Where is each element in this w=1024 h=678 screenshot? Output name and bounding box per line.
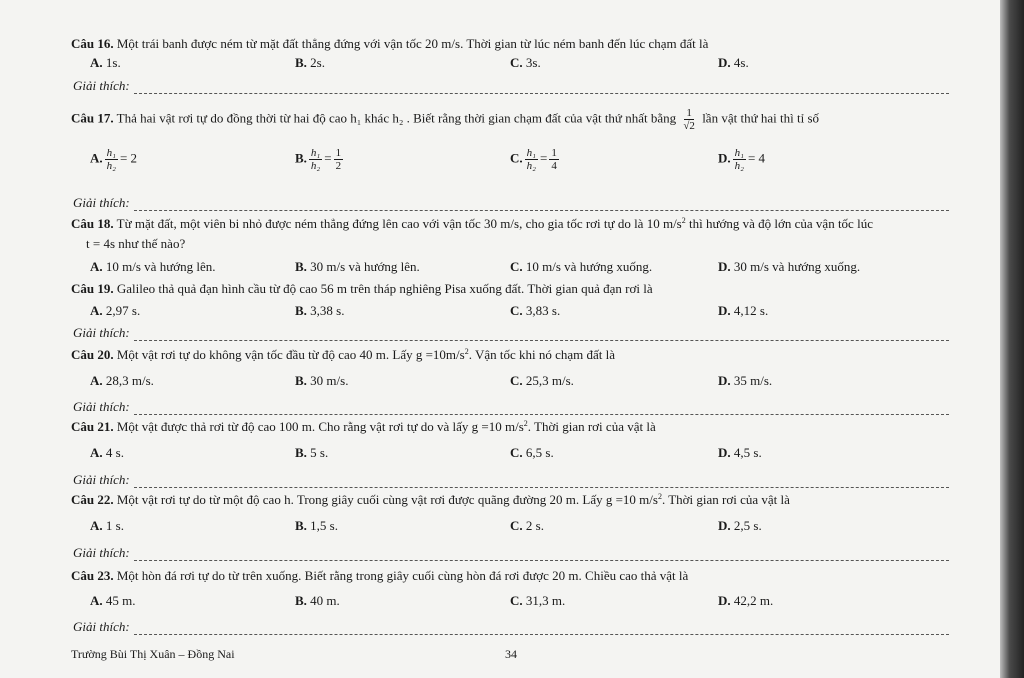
question-label: Câu 21. — [71, 419, 114, 434]
option-c[interactable]: C. 10 m/s và hướng xuống. — [510, 259, 653, 274]
question-17: Câu 17. Thả hai vật rơi tự do đồng thời từ hai độ cao h₁ khác h₂ . Biết rằng thời gian chạm đất của vật thứ nhất bằng $\frac{1}{√2}$ lần vật thứ hai thì tỉ số — [71, 107, 819, 132]
option-b[interactable]: B. $\frac{\text{h₁}}{\text{h₂}}$ = $\frac{1}{2}$ — [295, 147, 342, 172]
option-c[interactable]: C. 3,83 s. — [510, 303, 561, 318]
question-label: Câu 22. — [71, 492, 114, 507]
option-c[interactable]: C. $\frac{\text{h₁}}{\text{h₂}}$ = $\frac{1}{4}$ — [510, 147, 557, 172]
option-c[interactable]: C. 25,3 m/s. — [510, 373, 574, 388]
answer-explanation-line[interactable]: Giải thích: — [73, 78, 949, 94]
option-c[interactable]: C. 6,5 s. — [510, 445, 554, 460]
fraction: $\frac{1}{√2}$ — [683, 107, 695, 132]
answer-explanation-line[interactable]: Giải thích: — [73, 545, 949, 561]
question-22: Câu 22. Một vật rơi tự do từ một độ cao h. Trong giây cuối cùng vật rơi được quãng đường 20 m. Lấy g =10 $m/s^2$. Thời gian rơi của vật là — [71, 492, 790, 507]
option-a[interactable]: A. 28,3 m/s. — [90, 373, 154, 388]
option-c[interactable]: C. 3s. — [510, 55, 541, 70]
option-b[interactable]: B. 1,5 s. — [295, 518, 338, 533]
option-a[interactable]: A. $\frac{\text{h₁}}{\text{h₂}}$ = 2 — [90, 147, 138, 172]
question-18: Câu 18. Từ mặt đất, một viên bi nhỏ được ném thẳng đứng lên cao với vận tốc 30 m/s, cho gia tốc rơi tự do là 10 $m/s^2$ thì hướng và độ lớn của vận tốc lúc — [71, 216, 873, 231]
question-label: Câu 16. — [71, 36, 114, 51]
option-d[interactable]: D. 4,5 s. — [718, 445, 762, 460]
option-b[interactable]: B. 40 m. — [295, 593, 340, 608]
option-d[interactable]: D. 4s. — [718, 55, 749, 70]
option-b[interactable]: B. 2s. — [295, 55, 325, 70]
question-20: Câu 20. Một vật rơi tự do không vận tốc đầu từ độ cao 40 m. Lấy $g =10m/s^2$. Vận tốc khi nó chạm đất là — [71, 347, 616, 362]
option-c[interactable]: C. 31,3 m. — [510, 593, 566, 608]
option-a[interactable]: A. 4 s. — [90, 445, 124, 460]
option-d[interactable]: D. 42,2 m. — [718, 593, 774, 608]
answer-explanation-line[interactable]: Giải thích: — [73, 325, 949, 341]
question-text: Một hòn đá rơi tự do từ trên xuống. Biết rằng trong giây cuối cùng hòn đá rơi được 20 m. Chiều cao thả vật là — [116, 568, 689, 583]
question-label: Câu 20. — [71, 347, 114, 362]
option-d[interactable]: D. $\frac{\text{h₁}}{\text{h₂}}$ = 4 — [718, 147, 766, 172]
option-d[interactable]: D. 30 m/s và hướng xuống. — [718, 259, 861, 274]
question-text: Galileo thả quả đạn hình cầu từ độ cao 56 m trên tháp nghiêng Pisa xuống đất. Thời gian quả đạn rơi là — [116, 281, 653, 296]
option-b[interactable]: B. 3,38 s. — [295, 303, 345, 318]
option-d[interactable]: D. 35 m/s. — [718, 373, 773, 388]
question-text: Một trái banh được ném từ mặt đất thẳng đứng với vận tốc 20 m/s. Thời gian từ lúc ném banh đến lúc chạm đất là — [116, 36, 709, 51]
question-text: Một vật được thả rơi từ độ cao 100 m. Cho rằng vật rơi tự do và lấy g =10 m/s — [116, 419, 524, 434]
question-text: Một vật rơi tự do không vận tốc đầu từ độ cao 40 m. Lấy g =10m/s — [116, 347, 465, 362]
question-21: Câu 21. Một vật được thả rơi từ độ cao 100 m. Cho rằng vật rơi tự do và lấy g =10 $m/s^2$. Thời gian rơi của vật là — [71, 419, 656, 434]
question-label: Câu 23. — [71, 568, 114, 583]
option-a[interactable]: A. 1 s. — [90, 518, 124, 533]
option-b[interactable]: B. 30 m/s. — [295, 373, 349, 388]
option-c[interactable]: C. 2 s. — [510, 518, 544, 533]
option-b[interactable]: B. 30 m/s và hướng lên. — [295, 259, 420, 274]
question-23 — [71, 568, 688, 584]
option-d[interactable]: D. 2,5 s. — [718, 518, 762, 533]
question-text: Từ mặt đất, một viên bi nhỏ được ném thẳng đứng lên cao với vận tốc 30 m/s, cho gia tốc rơi tự do là 10 m/s — [116, 216, 682, 231]
question-label: Câu 18. — [71, 216, 114, 231]
answer-explanation-line[interactable]: Giải thích: — [73, 399, 949, 415]
option-a[interactable]: A. 1s. — [90, 55, 121, 70]
option-b[interactable]: B. 5 s. — [295, 445, 329, 460]
answer-explanation-line[interactable]: Giải thích: — [73, 195, 949, 211]
question-text: Thả hai vật rơi tự do đồng thời từ hai độ cao h₁ khác h₂ . Biết rằng thời gian chạm đất của vật thứ nhất bằng — [116, 110, 677, 126]
answer-explanation-line[interactable]: Giải thích: — [73, 619, 949, 635]
option-a[interactable]: A. 2,97 s. — [90, 303, 141, 318]
question-label: Câu 19. — [71, 281, 114, 296]
answer-explanation-line[interactable]: Giải thích: — [73, 472, 949, 488]
footer-school: Trường Bùi Thị Xuân – Đồng Nai — [71, 647, 235, 661]
option-a[interactable]: A. 45 m. — [90, 593, 136, 608]
question-16 — [71, 36, 708, 52]
question-18-continuation: t = 4s như thế nào? — [86, 236, 186, 251]
page-number: 34 — [505, 647, 517, 661]
option-d[interactable]: D. 4,12 s. — [718, 303, 769, 318]
question-19 — [71, 281, 653, 297]
question-text: Một vật rơi tự do từ một độ cao h. Trong giây cuối cùng vật rơi được quãng đường 20 m. Lấy g =10 m/s — [116, 492, 658, 507]
page-edge-shadow — [1000, 0, 1024, 678]
question-label: Câu 17. — [71, 110, 114, 126]
option-a[interactable]: A. 10 m/s và hướng lên. — [90, 259, 216, 274]
